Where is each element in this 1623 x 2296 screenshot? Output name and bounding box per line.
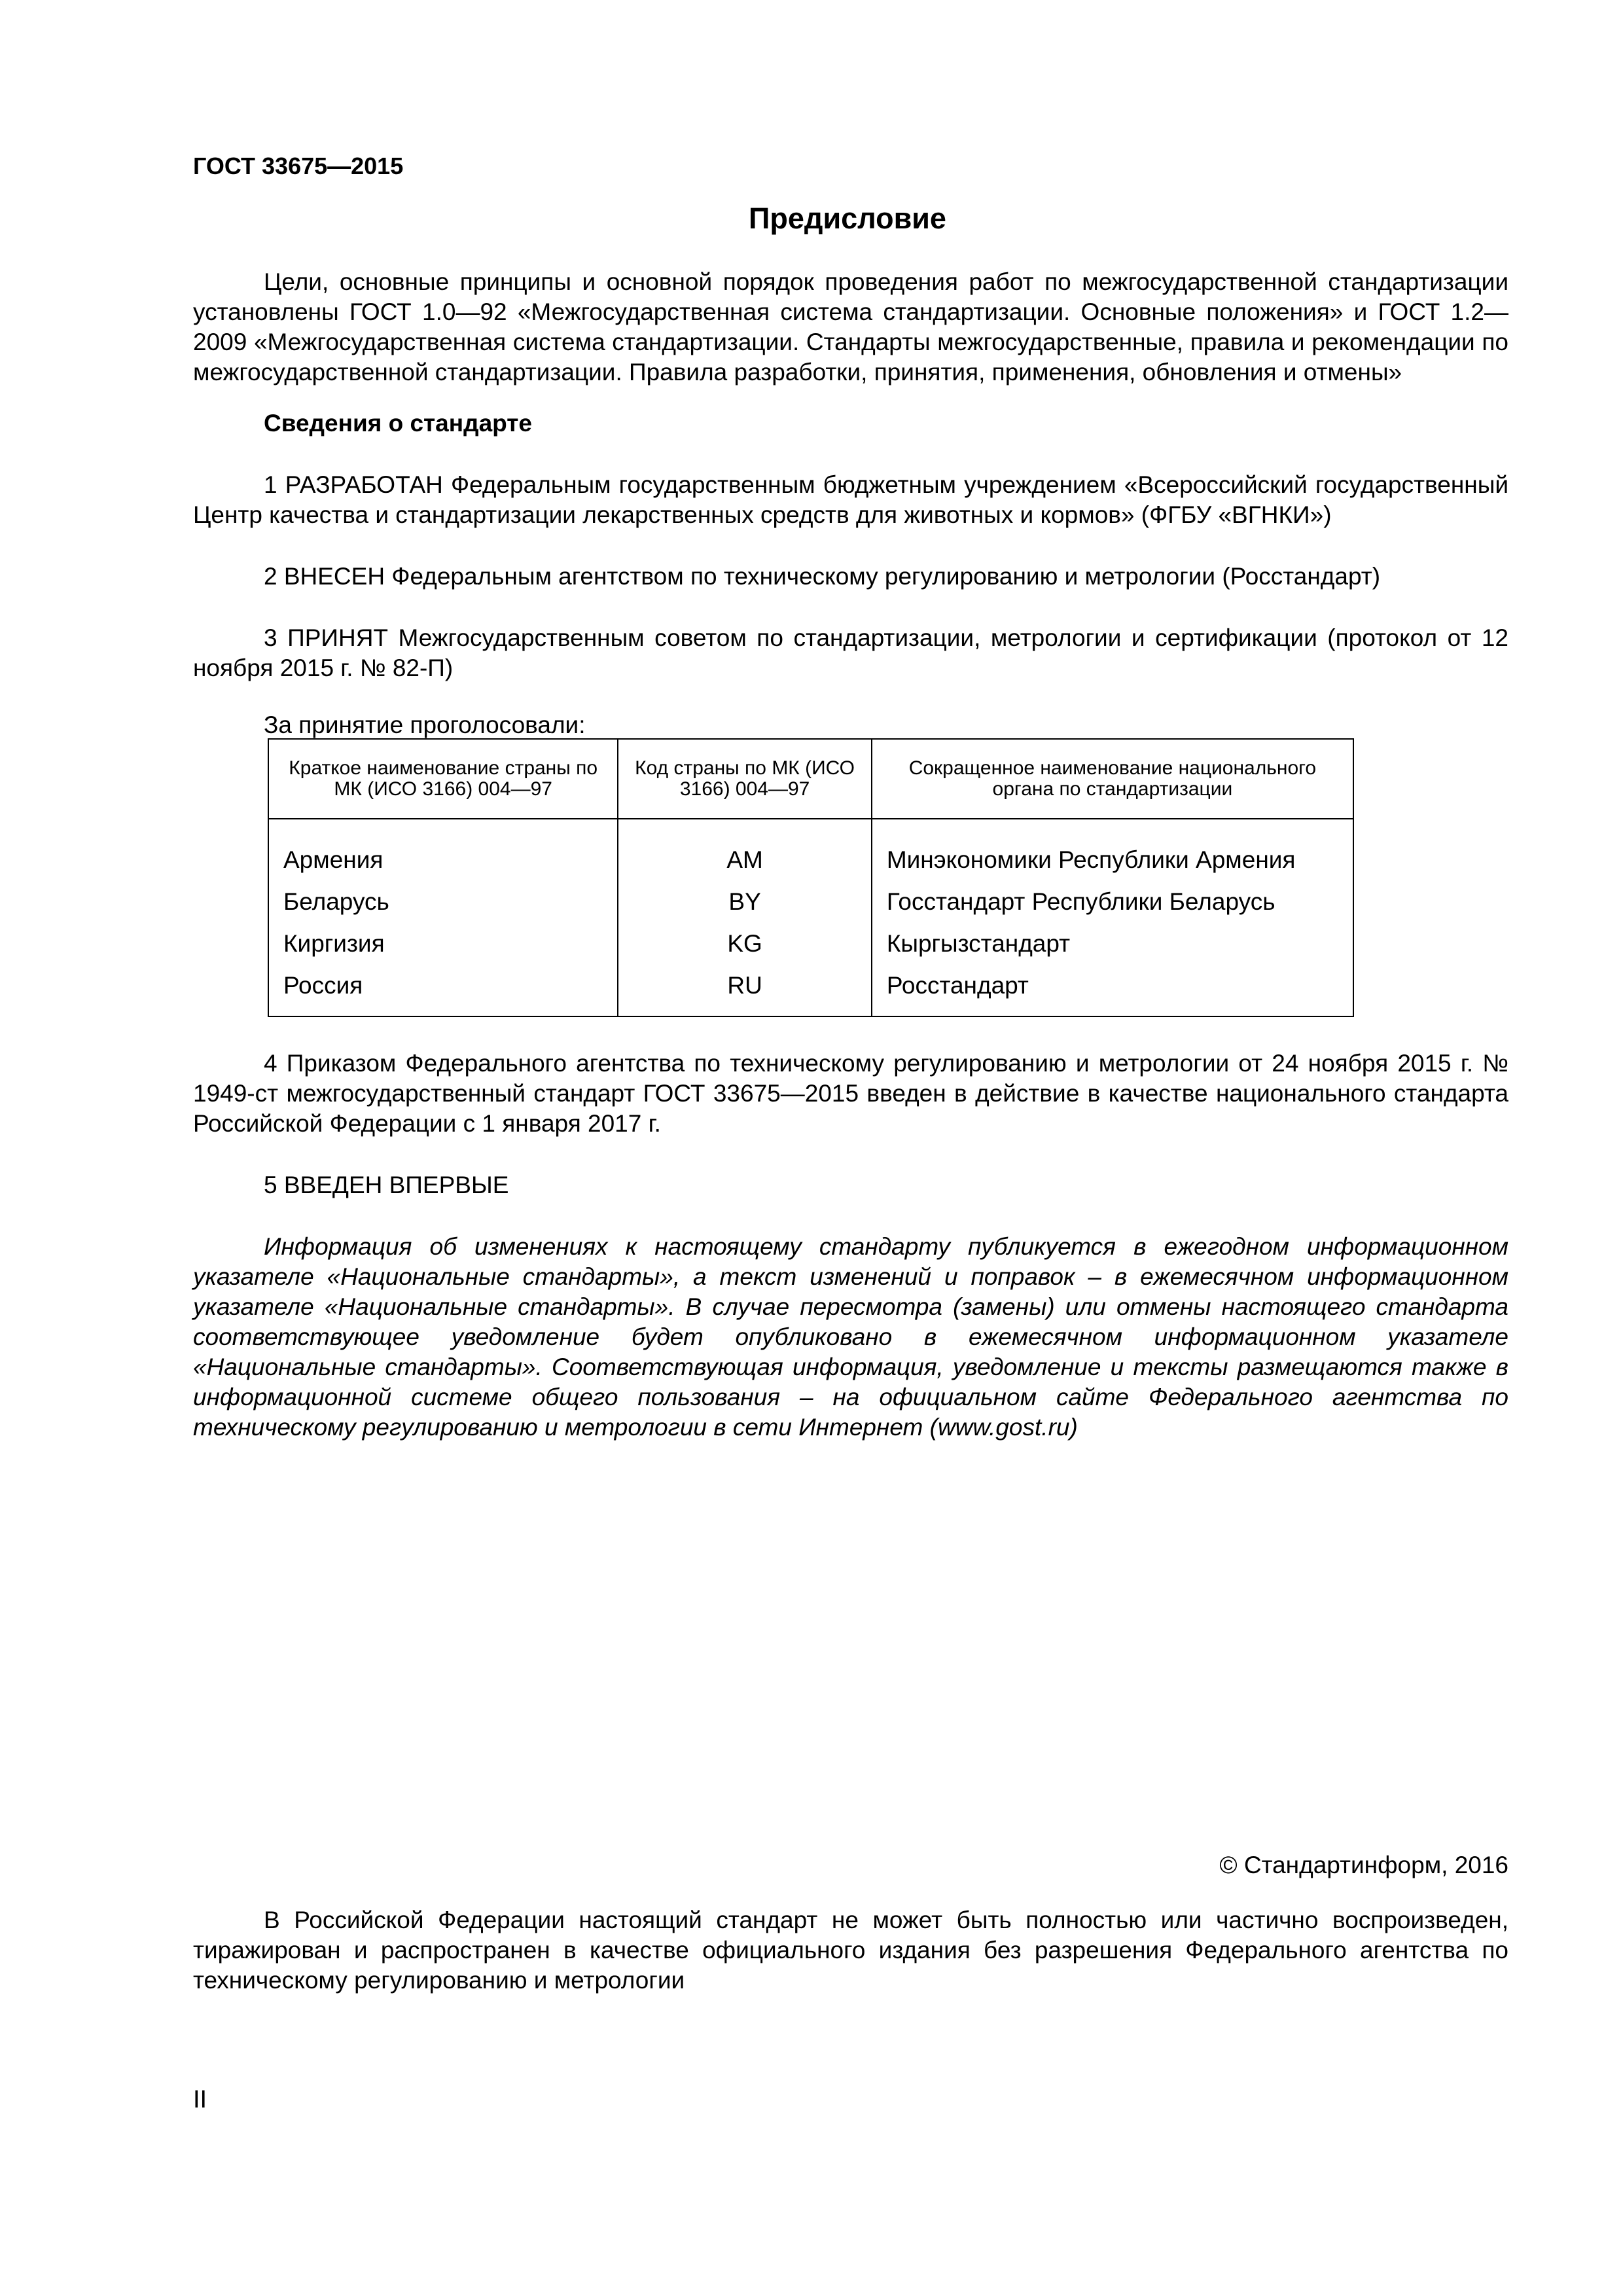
body-cell: Кыргызстандарт bbox=[872, 923, 1353, 965]
page-title: Предисловие bbox=[749, 202, 946, 235]
reproduction-text: В Российской Федерации настоящий стандарт не может быть полностью или частично воспроизведен, тиражирован и распространен в качестве официального издания без разрешения Федерального агентства по техническому регулированию и метрологии bbox=[193, 1907, 1508, 1994]
votes-table bbox=[268, 738, 1354, 1017]
header-body: Сокращенное наименование национального органа по стандартизации bbox=[872, 739, 1353, 819]
code-cell: BY bbox=[618, 881, 871, 923]
standard-code: ГОСТ 33675—2015 bbox=[193, 152, 404, 179]
country-cell: Россия bbox=[268, 965, 618, 1016]
country-cell: Киргизия bbox=[268, 923, 618, 965]
page-number: II bbox=[193, 2086, 207, 2113]
table-row bbox=[268, 819, 1353, 881]
copyright: © Стандартинформ, 2016 bbox=[1219, 1852, 1508, 1878]
country-cell: Армения bbox=[268, 819, 618, 881]
code-cell: RU bbox=[618, 965, 871, 1016]
table-header-row bbox=[268, 739, 1353, 819]
table-row bbox=[268, 965, 1353, 1016]
table-row bbox=[268, 881, 1353, 923]
foreword-body bbox=[193, 267, 1508, 1443]
header-code: Код страны по МК (ИСО 3166) 004—97 bbox=[618, 739, 871, 819]
votes-caption: За принятие проголосовали: bbox=[264, 711, 586, 738]
item-first: 5 ВВЕДЕН ВПЕРВЫЕ bbox=[264, 1172, 509, 1198]
info-heading: Сведения о стандарте bbox=[264, 410, 532, 437]
item-order: 4 Приказом Федерального агентства по техническому регулированию и метрологии от 24 ноября 2015 г. № 1949-ст межгосударственный стандарт ГОСТ 33675—2015 введен в действие в качестве национального стандарта Российской Федерации с 1 января 2017 г. bbox=[193, 1050, 1508, 1137]
code-cell: KG bbox=[618, 923, 871, 965]
item-introduced: 2 ВНЕСЕН Федеральным агентством по техническому регулированию и метрологии (Росстандарт) bbox=[264, 563, 1381, 590]
body-cell: Минэкономики Республики Армения bbox=[872, 819, 1353, 881]
item-developed: 1 РАЗРАБОТАН Федеральным государственным бюджетным учреждением «Всероссийский государственный Центр качества и стандартизации лекарственных средств для животных и кормов» (ФГБУ «ВГНКИ») bbox=[193, 471, 1508, 528]
header-country: Краткое наименование страны по МК (ИСО 3166) 004—97 bbox=[268, 739, 618, 819]
foreword-paragraph: Цели, основные принципы и основной порядок проведения работ по межгосударственной стандартизации установлены ГОСТ 1.0—92 «Межгосударственная система стандартизации. Основные положения» и ГОСТ 1.2—2009 «Межгосударственная система стандартизации. Стандарты межгосударственные, правила и рекомендации по межгосударственной стандартизации. Правила разработки, принятия, применения, обновления и отмены» bbox=[193, 268, 1508, 386]
body-cell: Росстандарт bbox=[872, 965, 1353, 1016]
reproduction-note bbox=[193, 1905, 1508, 1996]
changes-info: Информация об изменениях к настоящему стандарту публикуется в ежегодном информационном указателе «Национальные стандарты», а текст изменений и поправок – в ежемесячном информационном указателе «Национальные стандарты». В случае пересмотра (замены) или отмены настоящего стандарта соответствующее уведомление будет опубликовано в ежемесячном информационном указателе «Национальные стандарты». Соответствующая информация, уведомление и тексты размещаются также в информационной системе общего пользования – на официальном сайте Федерального агентства по техническому регулированию и метрологии в сети Интернет (www.gost.ru) bbox=[193, 1233, 1508, 1441]
item-adopted: 3 ПРИНЯТ Межгосударственным советом по стандартизации, метрологии и сертификации (протокол от 12 ноября 2015 г. № 82-П) bbox=[193, 624, 1508, 681]
table-row bbox=[268, 923, 1353, 965]
body-cell: Госстандарт Республики Беларусь bbox=[872, 881, 1353, 923]
country-cell: Беларусь bbox=[268, 881, 618, 923]
code-cell: AM bbox=[618, 819, 871, 881]
